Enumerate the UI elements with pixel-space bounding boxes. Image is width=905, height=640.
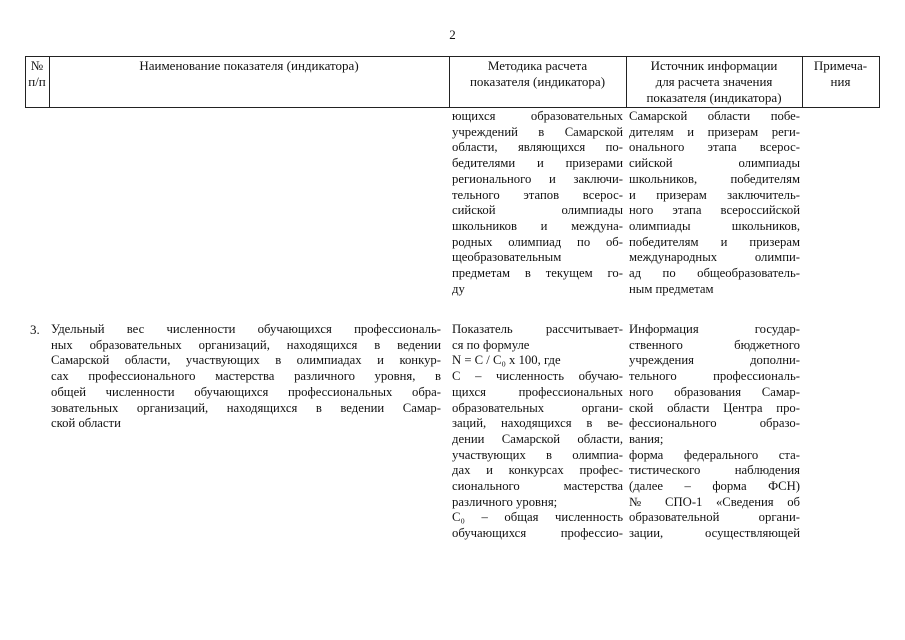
row3-source-cell [629, 322, 800, 542]
page-number: 2 [449, 27, 456, 42]
text-line: ющихся образовательных [452, 109, 623, 123]
text-line: ных образовательных организаций, находящихся в ведении [51, 337, 441, 352]
header-method [449, 58, 626, 90]
text-line: предметам в текущем го- [452, 266, 623, 281]
text-line: школьников и междуна- [452, 218, 623, 233]
text-line: (далее – форма ФСН) [629, 479, 800, 494]
header-top-border [25, 56, 880, 57]
text-line: различного уровня; [452, 494, 558, 509]
text-line: Удельный вес численности обучающихся профессиональ- [51, 322, 441, 336]
text-line: сах профессионального мастерства различного уровня, в [51, 369, 441, 384]
col-border [879, 56, 880, 108]
row3-number: 3. [30, 322, 40, 337]
text-line: олимпиады школьников, [629, 218, 800, 233]
header-method-line: показателя (индикатора) [469, 74, 606, 89]
text-line: щихся профессиональных [452, 384, 623, 399]
text-line: обучающихся профессио- [452, 526, 623, 541]
text-line: области, являющихся по- [452, 140, 623, 155]
header-bottom-border [25, 107, 880, 108]
text-line: ного этапа всероссийской [629, 203, 800, 218]
row3-name-cell [51, 322, 441, 432]
text-line: ся по формуле [452, 337, 530, 352]
header-note-line: Примеча- [813, 58, 868, 73]
text-line: ской области Центра про- [629, 400, 800, 415]
header-source [626, 58, 802, 106]
row2-source-cell [629, 109, 800, 297]
text-line: регионального и заключи- [452, 171, 623, 186]
header-note [802, 58, 879, 90]
text-line: щеобразовательным [452, 250, 562, 265]
header-num-line: п/п [28, 74, 46, 89]
text-line: учреждения дополни- [629, 353, 800, 368]
formula: N = C / C₀ x 100, где [452, 353, 561, 368]
header-num [25, 58, 49, 90]
text-line: онального этапа всерос- [629, 140, 800, 155]
text-line: дении Самарской области, [452, 431, 623, 446]
text-line: C – численность обучаю- [452, 369, 623, 384]
text-line: ской области [51, 416, 121, 431]
text-line: родных олимпиад по об- [452, 234, 623, 249]
text-line: бедителями и призерами [452, 156, 623, 171]
row2-method-cell [452, 109, 623, 297]
text-line: общей численности обучающихся профессиональных обра- [51, 384, 441, 399]
text-line: образовательных органи- [452, 400, 623, 415]
text-line: № СПО-1 «Сведения об [629, 494, 800, 509]
text-line: C₀ – общая численность [452, 510, 623, 525]
row3-method-cell [452, 322, 623, 542]
text-line: учреждений в Самарской [452, 124, 623, 139]
text-line: заций, находящихся в ве- [452, 416, 623, 431]
text-line: тельного профессиональ- [629, 369, 800, 384]
text-line: фессионального образо- [629, 416, 800, 431]
text-line: сийской олимпиады [452, 203, 623, 218]
text-line: международных олимпи- [629, 250, 800, 265]
text-line: ного образования Самар- [629, 384, 800, 399]
text-line: дах и конкурсах профес- [452, 463, 623, 478]
header-num-line: № [30, 58, 44, 73]
header-name-line: Наименование показателя (индикатора) [139, 58, 359, 73]
text-line: тистического наблюдения [629, 463, 800, 478]
text-line: ным предметам [629, 281, 714, 296]
header-note-line: ния [830, 74, 851, 89]
text-line: зации, осуществляющей [629, 526, 800, 541]
header-name [49, 58, 449, 74]
text-line: ду [452, 281, 465, 296]
text-line: сийской олимпиады [629, 156, 800, 171]
header-source-line: Источник информации [650, 58, 778, 73]
header-source-line: для расчета значения [655, 74, 773, 89]
text-line: школьников, победителям [629, 171, 800, 186]
text-line: форма федерального ста- [629, 447, 800, 462]
text-line: дителям и призерам реги- [629, 124, 800, 139]
text-line: участвующих в олимпиа- [452, 447, 623, 462]
text-line: зовательных организаций, находящихся в ведении Самар- [51, 400, 441, 415]
text-line: вания; [629, 431, 664, 446]
text-line: Показатель рассчитывает- [452, 322, 623, 336]
text-line: Информация государ- [629, 322, 800, 336]
text-line: Самарской области побе- [629, 109, 800, 123]
header-source-line: показателя (индикатора) [646, 90, 782, 105]
text-line: образовательной органи- [629, 510, 800, 525]
text-line: ад по общеобразователь- [629, 266, 800, 281]
text-line: тельного этапов всерос- [452, 187, 623, 202]
text-line: сионального мастерства [452, 479, 623, 494]
text-line: и призерам заключитель- [629, 187, 800, 202]
text-line: Самарской области, участвующих в олимпиадах и конкур- [51, 353, 441, 368]
header-method-line: Методика расчета [487, 58, 588, 73]
text-line: ственного бюджетного [629, 337, 800, 352]
text-line: победителям и призерам [629, 234, 800, 249]
